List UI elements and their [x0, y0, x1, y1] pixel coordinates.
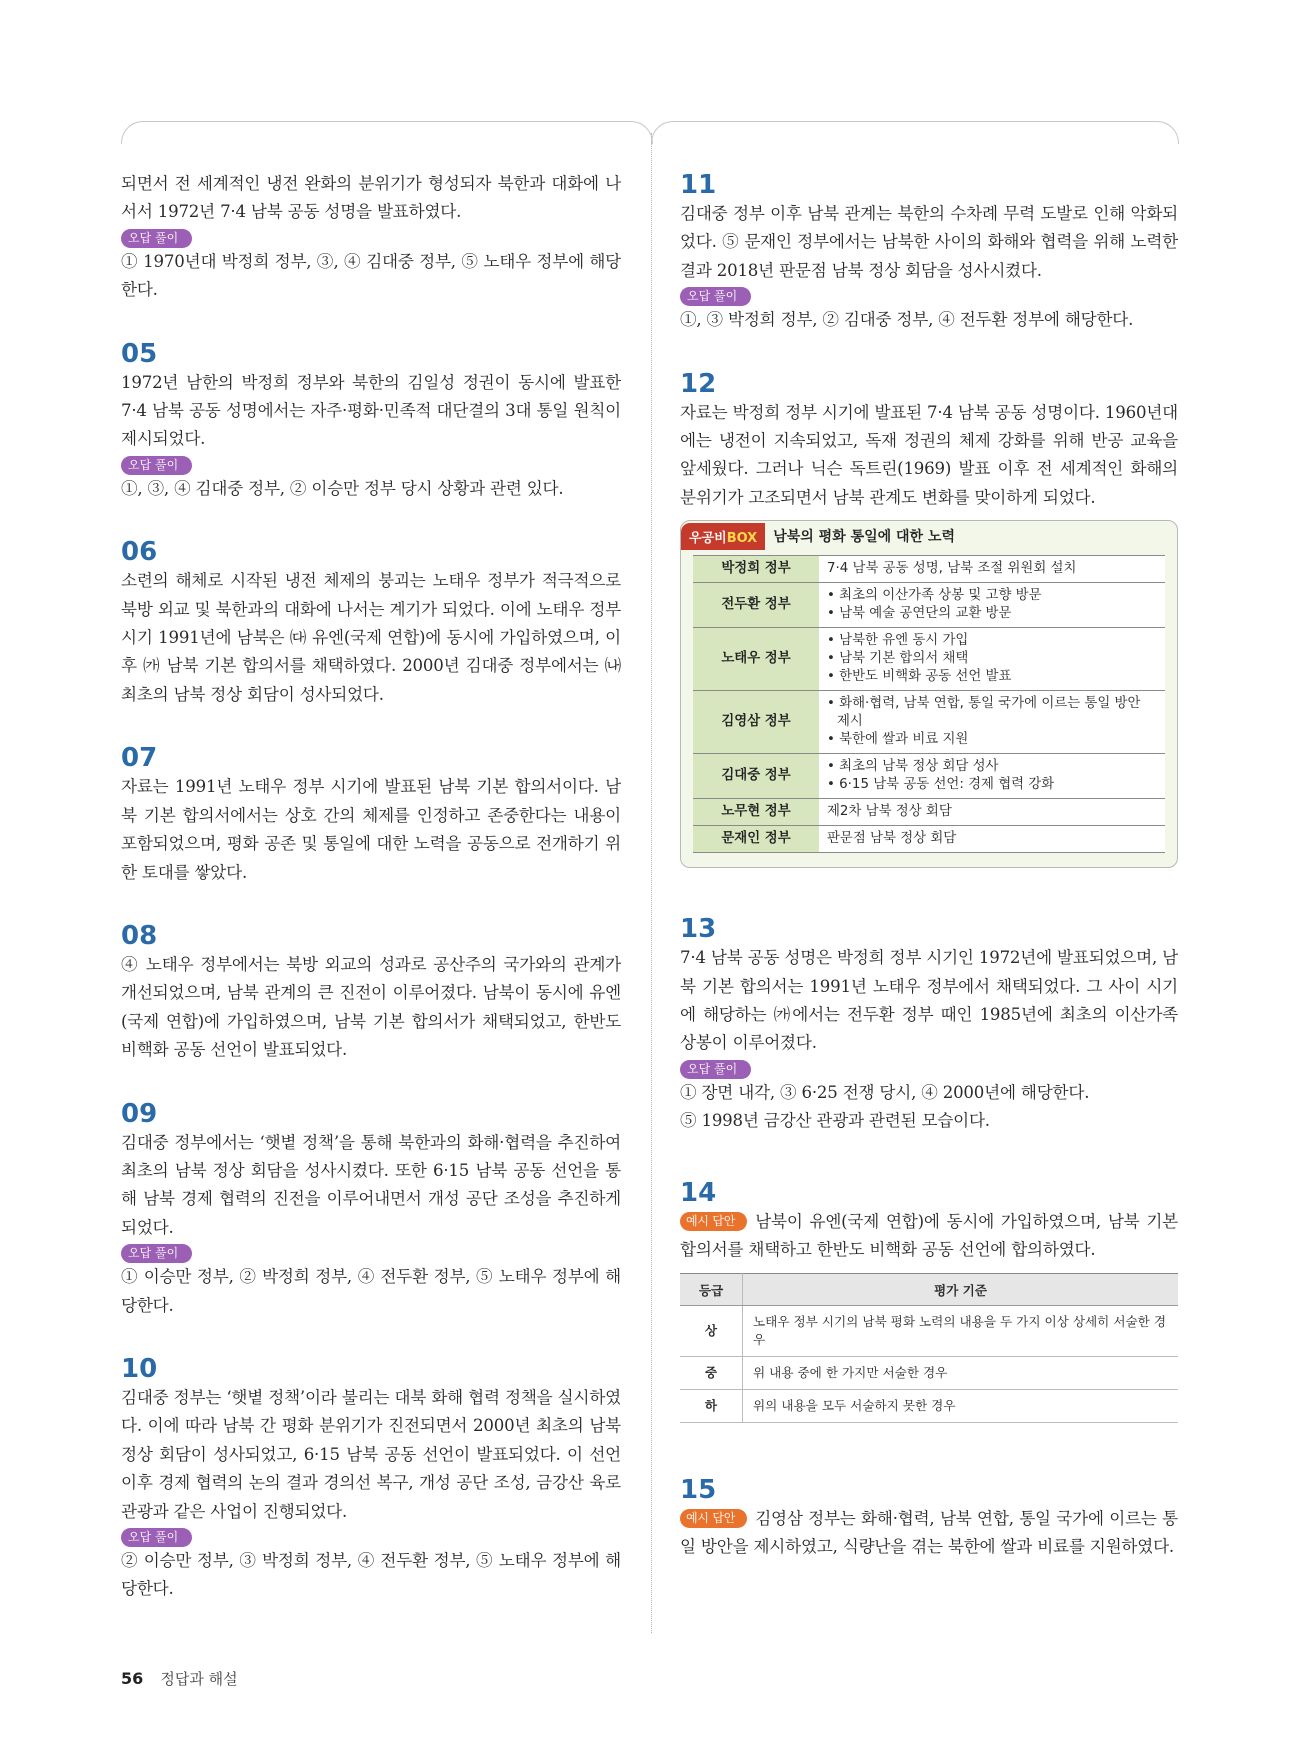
page-number: 56 — [121, 1669, 144, 1688]
question-number: 11 — [680, 170, 717, 200]
answer-07 — [121, 743, 621, 887]
grade-row — [680, 1389, 1178, 1422]
grade-row — [680, 1305, 1178, 1356]
effort-item: • 한반도 비핵화 공동 선언 발표 — [827, 669, 1012, 685]
answer-11 — [680, 170, 1178, 335]
question-number: 14 — [680, 1177, 717, 1208]
government-row — [693, 826, 1165, 853]
answer-text: 소련의 해체로 시작된 냉전 체제의 붕괴는 노태우 정부가 적극적으로 북방 외교 및 북한과의 대화에 나서는 계기가 되었다. 이에 노태우 정부 시기 1991년에 남북은 ㈐ 유엔(국제 연합)에 동시에 가입하였으며, 이후 ㈎ 남북 기본 합의서를 채택하였다. 2000년 김대중 정부에서는 ㈏ 최초의 남북 정상 회담이 성사되었다. — [121, 571, 621, 704]
wrong-answer-tag: 오답 풀이 — [680, 287, 751, 306]
grade-level: 상 — [680, 1305, 743, 1356]
government-row — [693, 799, 1165, 826]
answer-06 — [121, 537, 621, 709]
effort-item: • 화해·협력, 남북 연합, 통일 국가에 이르는 통일 방안 제시 — [827, 696, 1141, 730]
question-number: 12 — [680, 368, 717, 399]
answer-13 — [680, 914, 1178, 1135]
answer-text — [680, 1208, 1178, 1265]
government-efforts — [819, 754, 1165, 799]
government-efforts — [819, 799, 1165, 826]
grade-criteria: 위의 내용을 모두 서술하지 못한 경우 — [743, 1389, 1179, 1422]
answer-text: ④ 노태우 정부에서는 북방 외교의 성과로 공산주의 국가와의 관계가 개선되었으며, 남북 관계의 큰 진전이 이루어졌다. 남북이 동시에 유엔(국제 연합)에 가입하였으며, 남북 기본 합의서가 채택되었고, 한반도 비핵화 공동 선언이 발표되었다. — [121, 954, 621, 1060]
frame-corner-right — [1156, 121, 1179, 144]
answer-text: 김대중 정부에서는 ‘햇볕 정책’을 통해 북한과의 화해·협력을 추진하여 최초의 남북 정상 회담을 성사시켰다. 또한 6·15 남북 공동 선언을 통해 남북 경제 협력의 진전을 이루어내면서 개성 공단 조성을 추진하게 되었다. — [121, 1132, 621, 1237]
example-answer-tag: 예시 답안 — [680, 1509, 747, 1528]
grade-header-criteria: 평가 기준 — [743, 1273, 1179, 1305]
wrong-answer-tag: 오답 풀이 — [121, 1528, 192, 1547]
government-efforts — [819, 583, 1165, 628]
left-column — [121, 170, 621, 1638]
government-efforts — [819, 628, 1165, 691]
grade-header-level: 등급 — [680, 1273, 743, 1305]
frame-corner-mid-right — [651, 121, 674, 144]
answer-text: 자료는 1991년 노태우 정부 시기에 발표된 남북 기본 합의서이다. 남북 기본 합의서에서는 상호 간의 체제를 인정하고 존중한다는 내용이 포함되었으며, 평화 공존 및 통일에 대한 노력을 공동으로 전개하기 위한 토대를 쌓았다. — [121, 777, 621, 882]
government-efforts — [819, 691, 1165, 754]
effort-item: • 남북 예술 공연단의 교환 방문 — [827, 606, 1012, 622]
frame-top-left — [142, 121, 632, 122]
answer-09 — [121, 1099, 621, 1320]
answer-12 — [680, 369, 1178, 513]
answer-text: 1972년 남한의 박정희 정부와 북한의 김일성 정권이 동시에 발표한 7·4 남북 공동 성명에서는 자주·평화·민족적 대단결의 3대 통일 원칙이 제시되었다. — [121, 372, 621, 449]
government-efforts — [819, 556, 1165, 583]
answer-text: 김대중 정부 이후 남북 관계는 북한의 수차례 무력 도발로 인해 악화되었다. ⑤ 문재인 정부에서는 남북한 사이의 화해와 협력을 위해 노력한 결과 2018년 판문점 남북 정상 회담을 성사시켰다. — [680, 204, 1178, 280]
government-row — [693, 556, 1165, 583]
answer-10 — [121, 1354, 621, 1604]
wrong-answer-text: ⑤ 1998년 금강산 관광과 관련된 모습이다. — [680, 1111, 990, 1131]
wrong-answer-text: ① 이승만 정부, ② 박정희 정부, ④ 전두환 정부, ⑤ 노태우 정부에 해당한다. — [121, 1267, 621, 1315]
answer-14 — [680, 1178, 1178, 1265]
column-divider — [651, 133, 652, 1633]
box-badge-text: 우공비 — [689, 530, 727, 546]
government-name: 김대중 정부 — [693, 754, 819, 799]
right-column — [680, 170, 1178, 1561]
page-footer — [121, 1668, 238, 1689]
grade-level: 중 — [680, 1356, 743, 1389]
grading-table — [680, 1273, 1178, 1423]
government-name: 전두환 정부 — [693, 583, 819, 628]
grade-criteria: 노태우 정부 시기의 남북 평화 노력의 내용을 두 가지 이상 상세히 서술한 경우 — [743, 1305, 1179, 1356]
answer-text: 7·4 남북 공동 성명은 박정희 정부 시기인 1972년에 발표되었으며, 남북 기본 합의서는 1991년 노태우 정부에서 채택되었다. 그 사이 시기에 해당하는 ㈎에서는 전두환 정부 때인 1985년에 최초의 이산가족 상봉이 이루어졌다. — [680, 948, 1178, 1053]
wrong-answer-text: ① 장면 내각, ③ 6·25 전쟁 당시, ④ 2000년에 해당한다. — [680, 1082, 1090, 1102]
box-title: 남북의 평화 통일에 대한 노력 — [773, 529, 956, 546]
effort-item: 제2차 남북 정상 회담 — [827, 804, 952, 820]
wrong-answer-tag: 오답 풀이 — [680, 1060, 751, 1079]
government-row — [693, 754, 1165, 799]
effort-item: • 최초의 남북 정상 회담 성사 — [827, 759, 999, 775]
box-badge — [681, 523, 765, 550]
footer-title: 정답과 해설 — [160, 1670, 238, 1688]
government-name: 김영삼 정부 — [693, 691, 819, 754]
question-number: 13 — [680, 914, 717, 945]
box-badge-accent: BOX — [726, 530, 758, 546]
government-row — [693, 691, 1165, 754]
effort-item: • 북한에 쌀과 비료 지원 — [827, 732, 969, 748]
question-number: 10 — [121, 1353, 158, 1384]
answer-05 — [121, 339, 621, 504]
answer-08 — [121, 921, 621, 1065]
effort-item: 판문점 남북 정상 회담 — [827, 831, 957, 847]
government-table — [693, 555, 1165, 853]
question-number: 08 — [121, 920, 158, 951]
government-name: 노무현 정부 — [693, 799, 819, 826]
government-row — [693, 583, 1165, 628]
question-number: 06 — [121, 537, 158, 568]
example-answer-text: 김영삼 정부는 화해·협력, 남북 연합, 통일 국가에 이르는 통일 방안을 제시하였고, 식량난을 겪는 북한에 쌀과 비료를 지원하였다. — [680, 1508, 1178, 1556]
wrong-answer-text: ① 1970년대 박정희 정부, ③, ④ 김대중 정부, ⑤ 노태우 정부에 해당한다. — [121, 251, 621, 300]
effort-item: • 남북 기본 합의서 채택 — [827, 651, 969, 667]
example-answer-tag: 예시 답안 — [680, 1212, 747, 1231]
effort-item: • 최초의 이산가족 상봉 및 고향 방문 — [827, 588, 1042, 604]
effort-item: 7·4 남북 공동 성명, 남북 조절 위원회 설치 — [827, 561, 1077, 577]
government-name: 노태우 정부 — [693, 628, 819, 691]
wrong-answer-text: ② 이승만 정부, ③ 박정희 정부, ④ 전두환 정부, ⑤ 노태우 정부에 해당한다. — [121, 1551, 621, 1599]
question-number: 05 — [121, 338, 158, 369]
grade-level: 하 — [680, 1389, 743, 1422]
government-name: 박정희 정부 — [693, 556, 819, 583]
study-box — [680, 520, 1178, 868]
wrong-answer-tag: 오답 풀이 — [121, 229, 192, 248]
answer-text: 김대중 정부는 ‘햇볕 정책’이라 불리는 대북 화해 협력 정책을 실시하였다. 이에 따라 남북 간 평화 분위기가 진전되면서 2000년 최초의 남북 정상 회담이 성사되었고, 6·15 남북 공동 선언이 발표되었다. 이 선언 이후 경제 협력의 논의 결과 경의선 복구, 개성 공단 조성, 금강산 육로 관광과 같은 사업이 진행되었다. — [121, 1387, 621, 1521]
grade-row — [680, 1356, 1178, 1389]
government-name: 문재인 정부 — [693, 826, 819, 853]
effort-item: • 남북한 유엔 동시 가입 — [827, 633, 969, 649]
wrong-answer-tag: 오답 풀이 — [121, 456, 192, 475]
wrong-answer-tag: 오답 풀이 — [121, 1244, 192, 1263]
answer-15 — [680, 1475, 1178, 1562]
box-header — [681, 521, 1177, 551]
example-answer-text: 남북이 유엔(국제 연합)에 동시에 가입하였으며, 남북 기본 합의서를 채택하고 한반도 비핵화 공동 선언에 합의하였다. — [680, 1211, 1178, 1260]
answer-04-continued — [121, 170, 621, 305]
answer-text — [680, 1505, 1178, 1562]
question-number: 09 — [121, 1098, 158, 1129]
answer-text: 자료는 박정희 정부 시기에 발표된 7·4 남북 공동 성명이다. 1960년대에는 냉전이 지속되었고, 독재 정권의 체제 강화를 위해 반공 교육을 앞세웠다. 그러나 닉슨 독트린(1969) 발표 이후 전 세계적인 화해의 분위기가 고조되면서 남북 관계도 변화를 맞이하게 되었다. — [680, 402, 1178, 507]
effort-item: • 6·15 남북 공동 선언: 경제 협력 강화 — [827, 777, 1055, 793]
question-number: 15 — [680, 1474, 717, 1505]
answer-text: 되면서 전 세계적인 냉전 완화의 분위기가 형성되자 북한과 대화에 나서서 1972년 7·4 남북 공동 성명을 발표하였다. — [121, 174, 621, 222]
frame-top-right — [672, 121, 1156, 122]
question-number: 07 — [121, 743, 158, 774]
wrong-answer-text: ①, ③, ④ 김대중 정부, ② 이승만 정부 당시 상황과 관련 있다. — [121, 478, 564, 498]
government-row — [693, 628, 1165, 691]
government-efforts — [819, 826, 1165, 853]
grade-criteria: 위 내용 중에 한 가지만 서술한 경우 — [743, 1356, 1179, 1389]
frame-corner-mid-left — [630, 121, 653, 144]
frame-corner-left — [121, 121, 144, 144]
wrong-answer-text: ①, ③ 박정희 정부, ② 김대중 정부, ④ 전두환 정부에 해당한다. — [680, 310, 1134, 330]
